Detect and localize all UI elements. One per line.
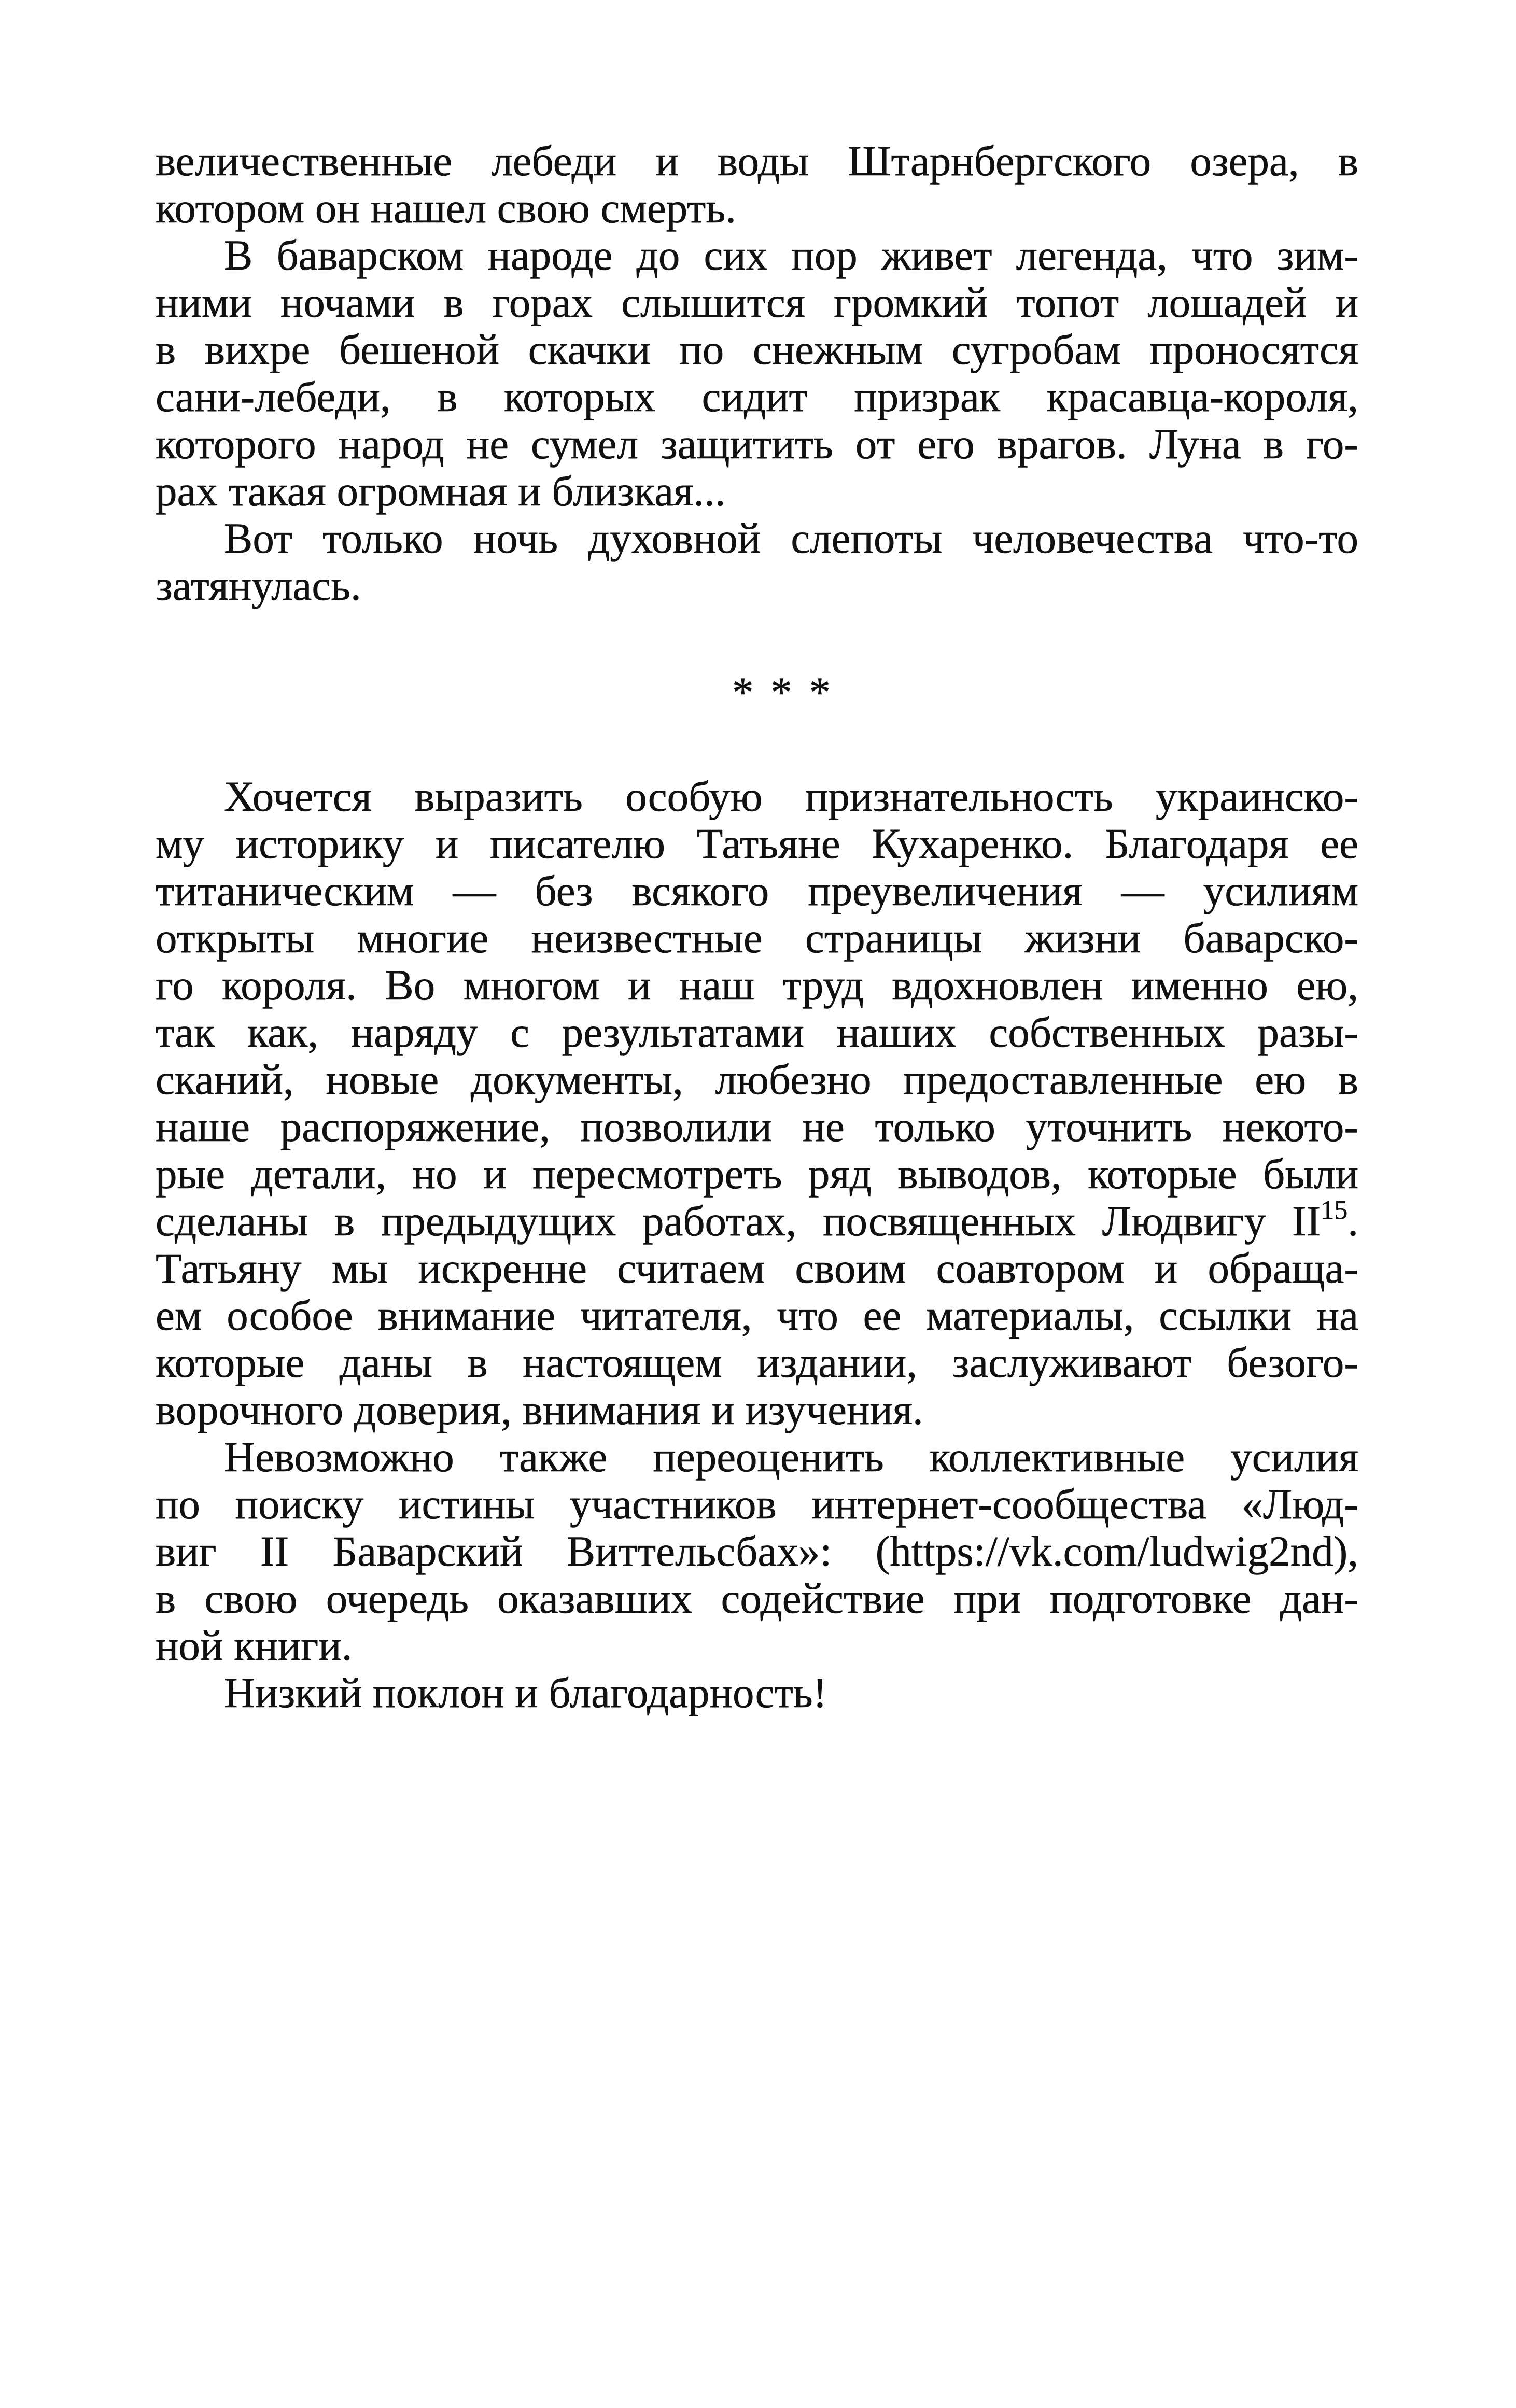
text-line: сканий, новые документы, любезно предоставленные ею в: [156, 1055, 1358, 1103]
text-line: виг II Баварский Виттельсбах»: (https://vk.com/ludwig2nd),: [156, 1527, 1358, 1575]
text-line: му историку и писателю Татьяне Кухаренко. Благодаря ее: [156, 820, 1358, 867]
text-line: открыты многие неизвестные страницы жизни баварско-: [156, 914, 1358, 962]
text-line: ними ночами в горах слышится громкий топот лошадей и: [156, 278, 1358, 326]
text-line: которого народ не сумел защитить от его врагов. Луна в го-: [156, 420, 1358, 468]
text-line: котором он нашел свою смерть.: [156, 184, 736, 232]
text-line-with-footnote: [156, 1195, 1358, 1245]
text-line: сани-лебеди, в которых сидит призрак красавца-короля,: [156, 373, 1358, 420]
text-line: В баварском народе до сих пор живет легенда, что зим-: [224, 231, 1358, 279]
text-line: рые детали, но и пересмотреть ряд выводов, которые были: [156, 1150, 1358, 1198]
text-line: ем особое внимание читателя, что ее материалы, ссылки на: [156, 1291, 1358, 1339]
section-separator: * * *: [732, 668, 834, 716]
text-line: рах такая огромная и близкая...: [156, 467, 726, 515]
text-line: го короля. Во многом и наш труд вдохновлен именно ею,: [156, 961, 1358, 1009]
text-line: в свою очередь оказавших содействие при подготовке дан-: [156, 1574, 1358, 1622]
paragraph: [156, 137, 1358, 232]
text-line: затянулась.: [156, 561, 361, 609]
paragraph: [156, 515, 1358, 609]
text-line: ворочного доверия, внимания и изучения.: [156, 1386, 923, 1433]
paragraph: [156, 773, 1358, 1433]
text-line: по поиску истины участников интернет-сообщества «Люд-: [156, 1480, 1358, 1528]
paragraph: [156, 1669, 1358, 1716]
text-line: Вот только ночь духовной слепоты человечества что-то: [224, 514, 1358, 562]
paragraph: [156, 1433, 1358, 1669]
text-line: величественные лебеди и воды Штарнбергского озера, в: [156, 137, 1358, 185]
text-line: которые даны в настоящем издании, заслуживают безого-: [156, 1339, 1358, 1386]
text-line: Низкий поклон и благодарность!: [224, 1669, 827, 1716]
text-segment: .: [1347, 1197, 1358, 1245]
text-line: наше распоряжение, позволили не только уточнить некото-: [156, 1103, 1358, 1150]
text-line: Невозможно также переоценить коллективные усилия: [224, 1433, 1358, 1481]
text-line: ной книги.: [156, 1622, 353, 1669]
text-line: так как, наряду с результатами наших собственных разы-: [156, 1008, 1358, 1056]
text-line: Хочется выразить особую признательность украинско-: [224, 772, 1358, 820]
text-line: титаническим — без всякого преувеличения — усилиям: [156, 867, 1358, 914]
paragraph: [156, 232, 1358, 515]
footnote-reference[interactable]: 15: [1321, 1195, 1348, 1225]
text-line: в вихре бешеной скачки по снежным сугробам проносятся: [156, 326, 1358, 373]
text-segment: сделаны в предыдущих работах, посвященных Людвигу II: [156, 1197, 1321, 1245]
text-line: Татьяну мы искренне считаем своим соавтором и обраща-: [156, 1244, 1358, 1292]
page-body: [156, 137, 1358, 1716]
